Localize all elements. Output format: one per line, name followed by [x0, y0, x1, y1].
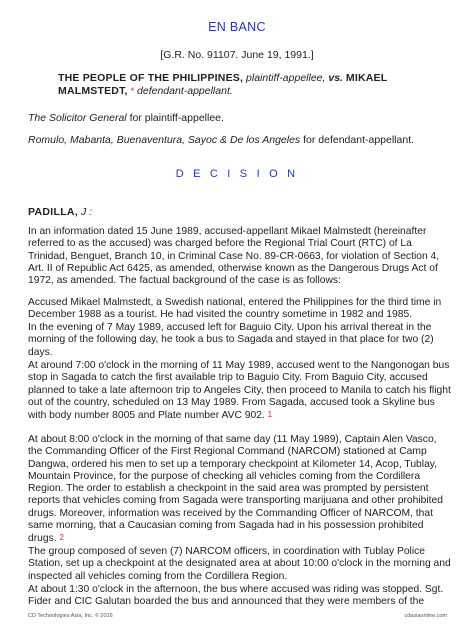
- appellee-counsel: The Solicitor General: [28, 112, 127, 124]
- case-number: [G.R. No. 91107. June 19, 1991.]: [160, 49, 314, 61]
- paragraph-5-text: At about 8:00 o'clock in the morning of that same day (11 May 1989), Captain Alen Vasco, the Commanding Officer of the First Regional Command (NARCOM) stationed at Camp Dangwa, ordered his men to set up a temporary checkpoint at Kilometer 14, Acop, Tublay, Mountain Province, for the purpose of checking all vehicles coming from the Cordillera Region. The order to establish a checkpoint in the said area was prompted by persistent reports that vehicles coming from Sagada were transporting marijuana and other prohibited drugs. Moreover, information was received by the Commanding Officer of NARCOM, that same morning, that a Caucasian coming from Sagada had in his possession prohibited drugs.: [28, 434, 443, 545]
- paragraph-7: At about 1:30 o'clock in the afternoon, the bus where accused was riding was stopped. Sgt. Fider and CIC Galutan boarded the bus and announced that they were members of the: [28, 584, 444, 608]
- appellant-role: defendant-appellant.: [137, 85, 233, 97]
- decision-heading: D E C I S I O N: [175, 168, 299, 180]
- versus: vs.: [328, 72, 343, 84]
- paragraph-5: [28, 434, 453, 546]
- paragraph-6: The group composed of seven (7) NARCOM officers, in coordination with Tublay Police Station, set up a checkpoint at the designated area at about 10:00 o'clock in the morning and inspected all vehicles coming from the Cordillera Region.: [28, 546, 451, 582]
- paragraph-4-text: At around 7:00 o'clock in the morning of 11 May 1989, accused went to the Nangonogan bus stop in Sagada to catch the first available trip to Baguio City. From Baguio City, accused planned to take a late afternoon trip to Angeles City, then proceed to Manila to catch his flight out of the country, scheduled on 13 May 1989. From Sagada, accused took a Skyline bus with body number 8005 and Plate number AVC 902.: [28, 360, 451, 422]
- footer-site: cdasiaonline.com: [404, 613, 447, 619]
- appellee-counsel-line: [28, 112, 448, 124]
- appellee-name: THE PEOPLE OF THE PHILIPPINES,: [58, 72, 244, 84]
- appellant-counsel-line: [28, 134, 448, 146]
- footnote-link-1[interactable]: 1: [267, 410, 273, 420]
- footnote-link-2[interactable]: 2: [59, 533, 64, 543]
- division-heading: EN BANC: [208, 20, 266, 34]
- paragraph-1: In an information dated 15 June 1989, accused-appellant Mikael Malmstedt (hereinafter referred to as the accused) was charged before the Regional Trial Court (RTC) of La Trinidad, Benguet, Branch 10, in Criminal Case No. 89-CR-0663, for violation of Section 4, Art. II of Republic Act 6425, as amended, otherwise known as the Dangerous Drugs Act of 1972, as amended. The factual background of the case is as follows:: [28, 226, 440, 287]
- footer-copyright: CD Technologies Asia, Inc. © 2016: [28, 613, 113, 619]
- appellee-role: plaintiff-appellee,: [246, 72, 326, 84]
- appellant-counsel: Romulo, Mabanta, Buenaventura, Sayoc & De los Angeles: [28, 134, 301, 146]
- ponente-name: PADILLA,: [28, 206, 79, 218]
- appellee-counsel-suffix: for plaintiff-appellee.: [129, 112, 224, 124]
- paragraph-3: In the evening of 7 May 1989, accused left for Baguio City. Upon his arrival thereat in the morning of the following day, he took a bus to Sagada and stayed in that place for two (2) days.: [28, 322, 434, 358]
- ponente-suffix: J :: [80, 206, 93, 218]
- footnote-marker[interactable]: *: [130, 86, 135, 96]
- appellant-counsel-suffix: for defendant-appellant.: [303, 134, 415, 146]
- paragraph-2: Accused Mikael Malmstedt, a Swedish national, entered the Philippines for the third time in December 1988 as a tourist. He had visited the country sometime in 1982 and 1985.: [28, 297, 442, 321]
- appellant-name-first: MIKAEL: [345, 72, 388, 84]
- appellant-name-last: MALMSTEDT,: [58, 85, 128, 97]
- ponente-line: [28, 206, 92, 218]
- paragraph-4: [28, 360, 453, 422]
- case-parties: [58, 72, 438, 98]
